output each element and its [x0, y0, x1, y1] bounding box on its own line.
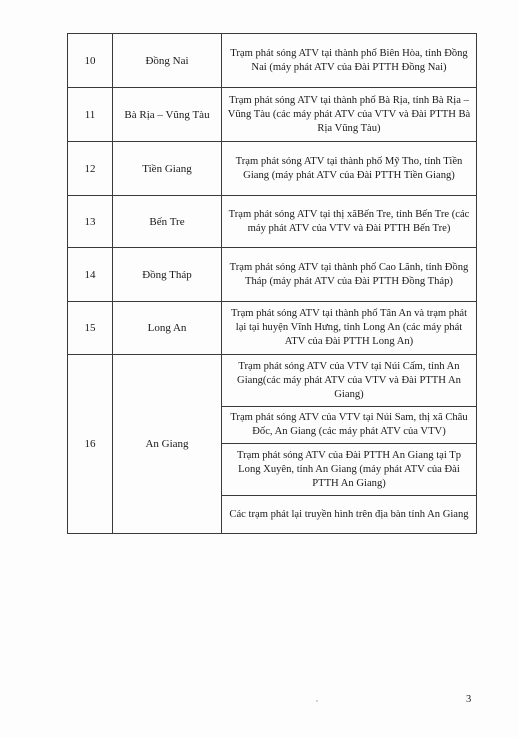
page-number: 3 [466, 694, 472, 705]
table-row [68, 142, 477, 196]
scan-speck [316, 700, 318, 702]
station-description: Trạm phát sóng ATV tại thành phố Tân An và trạm phát lại tại huyện Vĩnh Hưng, tỉnh Long An (các máy phát ATV của Đài PTTH Long An) [222, 302, 477, 355]
station-description: Các trạm phát lại truyền hình trên địa bàn tỉnh An Giang [222, 496, 477, 534]
row-number: 12 [68, 142, 113, 196]
province-name: An Giang [113, 355, 222, 534]
row-number: 15 [68, 302, 113, 355]
station-description: Trạm phát sóng ATV tại thị xãBến Tre, tỉnh Bến Tre (các máy phát ATV của VTV và Đài PTTH Bến Tre) [222, 196, 477, 248]
station-table [67, 33, 477, 534]
province-name: Đồng Tháp [113, 248, 222, 302]
province-name: Bến Tre [113, 196, 222, 248]
station-description: Trạm phát sóng ATV tại thành phố Bà Rịa, tỉnh Bà Rịa – Vũng Tàu (các máy phát ATV của VTV và Đài PTTH Bà Rịa Vũng Tàu) [222, 88, 477, 142]
row-number: 14 [68, 248, 113, 302]
row-number: 10 [68, 34, 113, 88]
station-description: Trạm phát sóng ATV tại thành phố Cao Lãnh, tỉnh Đồng Tháp (máy phát ATV của Đài PTTH Đồng Tháp) [222, 248, 477, 302]
station-description: Trạm phát sóng ATV của VTV tại Núi Cấm, tỉnh An Giang(các máy phát ATV của VTV và Đài PTTH An Giang) [222, 355, 477, 407]
table-row [68, 34, 477, 88]
province-name: Đồng Nai [113, 34, 222, 88]
table-row [68, 196, 477, 248]
station-description: Trạm phát sóng ATV tại thành phố Mỹ Tho, tỉnh Tiền Giang (máy phát ATV của Đài PTTH Tiền Giang) [222, 142, 477, 196]
table-row [68, 248, 477, 302]
table-row [68, 302, 477, 355]
province-name: Long An [113, 302, 222, 355]
row-number: 11 [68, 88, 113, 142]
row-number: 13 [68, 196, 113, 248]
station-description: Trạm phát sóng ATV của Đài PTTH An Giang tại Tp Long Xuyên, tỉnh An Giang (máy phát ATV của Đài PTTH An Giang) [222, 444, 477, 496]
row-number: 16 [68, 355, 113, 534]
station-description: Trạm phát sóng ATV của VTV tại Núi Sam, thị xã Châu Đốc, An Giang (các máy phát ATV của VTV) [222, 407, 477, 444]
station-description: Trạm phát sóng ATV tại thành phố Biên Hòa, tỉnh Đồng Nai (máy phát ATV của Đài PTTH Đồng Nai) [222, 34, 477, 88]
table-row [68, 355, 477, 407]
province-name: Tiền Giang [113, 142, 222, 196]
province-name: Bà Rịa – Vũng Tàu [113, 88, 222, 142]
table-row [68, 88, 477, 142]
